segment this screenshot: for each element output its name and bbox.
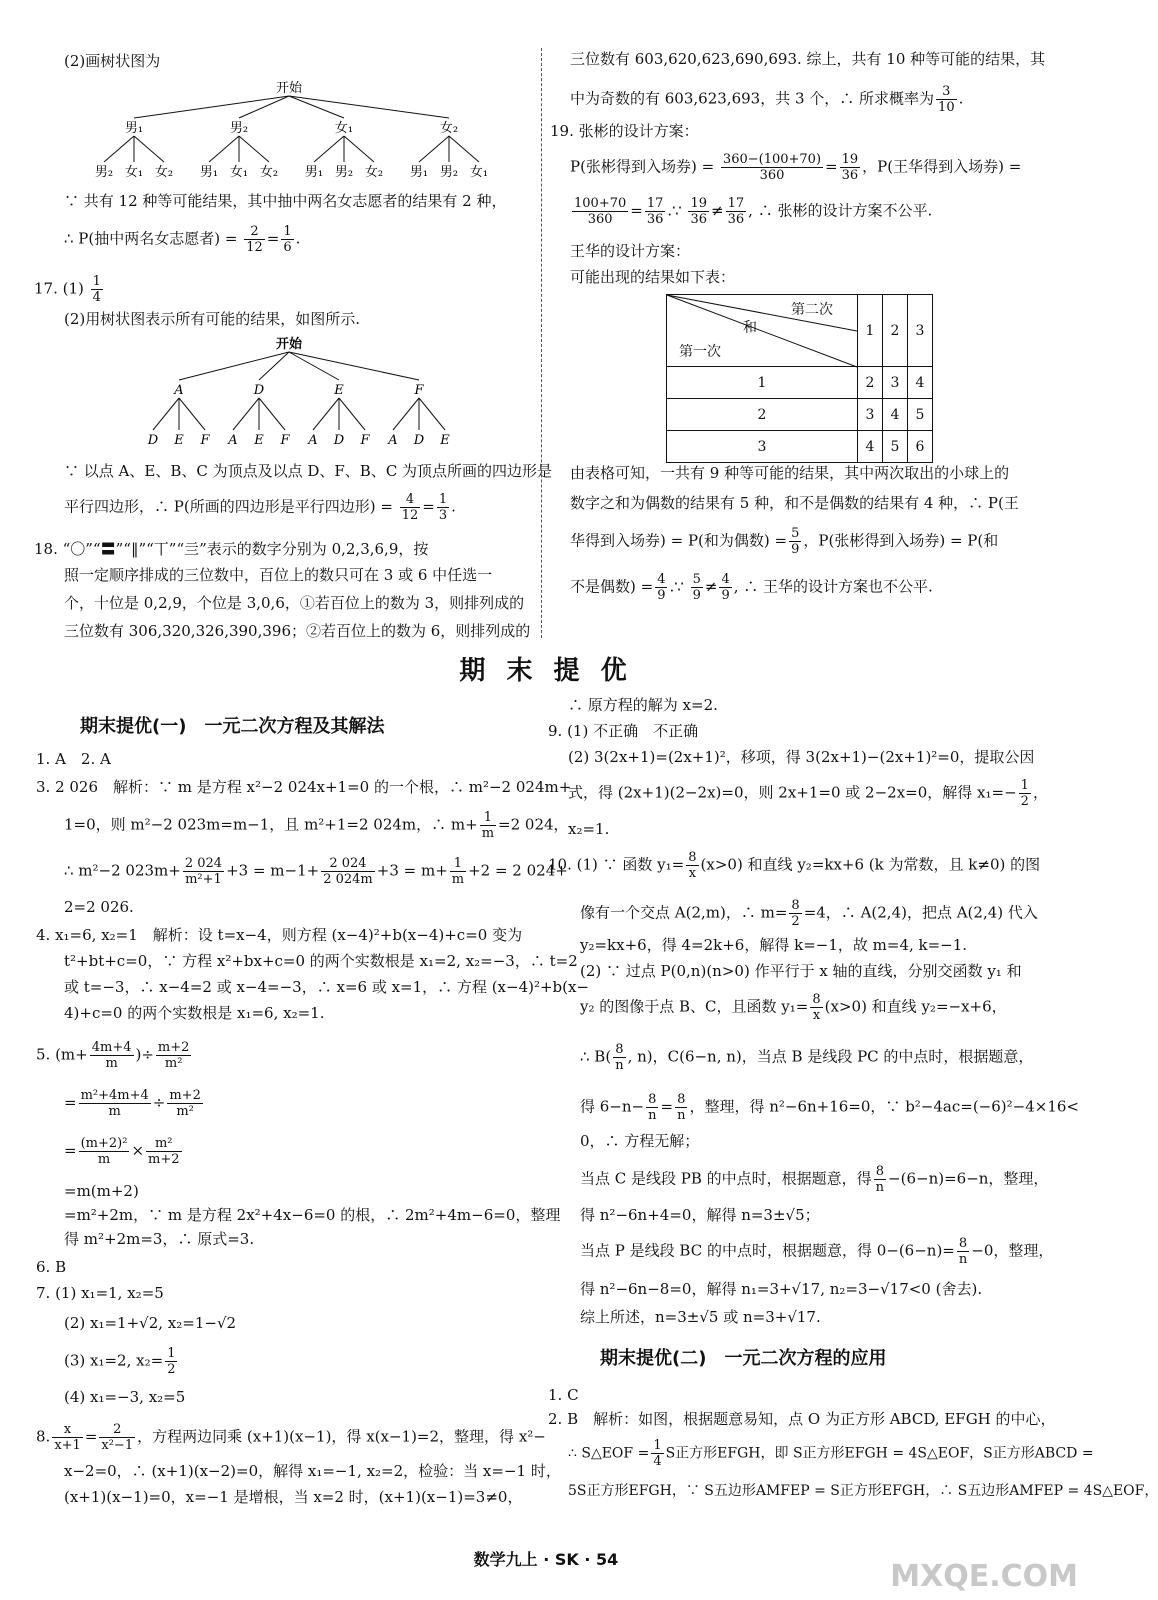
- p18-d: 三位数有 306,320,326,390,396；②若百位上的数为 6，则排列成的: [64, 622, 531, 640]
- p16-a: ∵ 共有 12 种等可能结果，其中抽中两名女志愿者的结果有 2 种，: [64, 192, 507, 210]
- tree1-branch: [449, 136, 479, 162]
- l6: 4. x₁=6, x₂=1 解析：设 t=x−4，则方程 (x−4)²+b(x−4)+c=0 变为: [36, 926, 523, 944]
- table-cell: 4: [858, 431, 883, 463]
- tree2-branch: [179, 398, 205, 430]
- table-cell: 3: [883, 367, 908, 399]
- tree2-node: E: [334, 383, 344, 398]
- tree1-branch: [419, 136, 449, 162]
- fraction: $\frac{1}{2}$: [167, 1346, 176, 1377]
- b4: 式，得 (2x+1)(2−2x)=0，则 2x+1=0 或 2−2x=0，解得 x₁=− $\frac{1}{2}$ ，: [568, 778, 1048, 809]
- tree1-leaf: 男₁: [409, 165, 429, 180]
- l20: (4) x₁=−3, x₂=5: [64, 1388, 186, 1406]
- fraction: $\frac{2 024}{\text{m²+1}}$: [184, 856, 223, 887]
- b19: 1. C: [548, 1386, 579, 1404]
- tree2-leaf: E: [440, 433, 450, 448]
- r10-text-b: ，P(张彬得到入场券) = P(和: [803, 531, 999, 550]
- l7: t²+bt+c=0，∵ 方程 x²+bx+c=0 的两个实数根是 x₁=2, x₂=−3，∴ t=2: [64, 952, 578, 970]
- tree2-leaf: A: [228, 433, 238, 448]
- tree1-node: 男₁: [124, 121, 144, 136]
- l18: (2) x₁=1+√2, x₂=1−√2: [64, 1314, 237, 1332]
- l4-text: ∴ m²−2 023m+: [64, 861, 181, 880]
- b10: y₂ 的图像于点 B、C，且函数 y₁= $\frac{8}{x}$ (x>0) 和直线 y₂=−x+6，: [580, 992, 1007, 1023]
- b13: 0，∴ 方程无解；: [580, 1132, 700, 1150]
- l23: (x+1)(x−1)=0，x=−1 是增根，当 x=2 时，(x+1)(x−1)=3≠0，: [64, 1488, 523, 1506]
- tree2-leaf: A: [308, 433, 318, 448]
- tree1-leaf: 男₁: [304, 165, 324, 180]
- b3: (2) 3(2x+1)=(2x+1)²，移项，得 3(2x+1)−(2x+1)²=0，提取公因: [568, 748, 1035, 766]
- tree2-branch: [179, 352, 289, 380]
- fraction: $\frac{1}{4}$: [653, 1438, 662, 1469]
- fraction: $\frac{3}{10}$: [938, 84, 955, 115]
- fraction: $\frac{\text{m²}}{m+2}$: [148, 1136, 180, 1167]
- b15: 得 n²−6n+4=0，解得 n=3±√5；: [580, 1206, 820, 1224]
- column-divider: [541, 48, 542, 638]
- tree2-node: D: [253, 383, 265, 398]
- l5: 2=2 026.: [64, 898, 134, 916]
- p18-c: 个，十位是 0,2,9，个位是 3,0,6，①若百位上的数为 3，则排列成的: [64, 594, 525, 612]
- tree2-leaf: F: [280, 433, 290, 448]
- l22: x−2=0，∴ (x+1)(x−2)=0，解得 x₁=−1, x₂=2，检验：当 x=−1 时，: [64, 1462, 561, 1480]
- fraction: $\frac{4}{9}$: [721, 572, 730, 603]
- r10-text: 华得到入场券) = P(和为偶数) =: [570, 531, 788, 550]
- fraction: $\frac{17}{36}$: [646, 196, 664, 227]
- p16-b: ∴ P(抽中两名女志愿者) = $\frac{2}{12}$ = $\frac{1}{6}$ .: [64, 224, 301, 255]
- table-cell: 2: [858, 367, 883, 399]
- b12: 得 6−n− $\frac{8}{n}$ = $\frac{8}{n}$ ，整理，得 n²−6n+16=0，∵ b²−4ac=(−6)²−4×16<: [580, 1092, 1079, 1123]
- table-header-diagonal: [667, 295, 858, 367]
- r10: [570, 526, 998, 557]
- table-col-2: 2: [883, 295, 908, 367]
- r2: 中为奇数的有 603,623,693，共 3 个，∴ 所求概率为 $\frac{3}{10}$ .: [570, 84, 964, 115]
- l16: 6. B: [36, 1258, 67, 1276]
- b9: (2) ∵ 过点 P(0,n)(n>0) 作平行于 x 轴的直线，分别交函数 y₁ 和: [580, 962, 1022, 980]
- tree2-branch: [339, 398, 365, 430]
- table-cell: 4: [908, 367, 933, 399]
- table-header-second: 第二次: [791, 302, 833, 318]
- tree1-branch: [344, 136, 374, 162]
- tree2-leaf: F: [200, 433, 210, 448]
- tree1-leaf: 女₂: [259, 165, 279, 180]
- fraction: $\frac{8}{n}$: [875, 1164, 885, 1195]
- tree2-leaf: A: [388, 433, 398, 448]
- tree2-leaf: F: [360, 433, 370, 448]
- fraction: $\frac{\text{(m+2)²}}{m}$: [80, 1136, 128, 1167]
- table-col-3: 3: [908, 295, 933, 367]
- p16-b-text: ∴ P(抽中两名女志愿者) =: [64, 229, 238, 248]
- p17-a: ∵ 以点 A、E、B、C 为顶点及以点 D、F、B、C 为顶点所画的四边形是: [64, 462, 553, 480]
- fraction: $\frac{1}{m}$: [451, 856, 465, 887]
- l19: (3) x₁=2, x₂= $\frac{1}{2}$: [64, 1346, 176, 1377]
- l12: = $\frac{\text{(m+2)²}}{m}$ × $\frac{\text{m²}}{m+2}$: [64, 1136, 180, 1167]
- fraction: $\frac{8}{n}$: [648, 1092, 657, 1123]
- table-row: [667, 367, 933, 399]
- tree1-node: 女₂: [439, 121, 459, 136]
- b11: ∴ B( $\frac{8}{n}$ , n)，C(6−n, n)，当点 B 是线段 PC 的中点时，根据题意，: [580, 1042, 1034, 1073]
- fraction: $\frac{8}{2}$: [791, 898, 800, 929]
- tree1-node: 男₂: [229, 121, 249, 136]
- r4-text-b: ，P(王华得到入场券) =: [862, 157, 1022, 176]
- b17: 得 n²−6n−8=0，解得 n₁=3+√17, n₂=3−√17<0 (舍去).: [580, 1280, 983, 1298]
- fraction: $\frac{1}{m}$: [481, 810, 495, 841]
- l21: 8. $\frac{x}{x+1}$ = $\frac{2}{\text{x²−1}}$ ，方程两边同乘 (x+1)(x−1)，得 x(x−1)=2，整理，得 x²−: [36, 1422, 546, 1453]
- tree2-branch: [393, 398, 419, 430]
- tree1-leaf: 男₁: [199, 165, 219, 180]
- p18-b: 照一定顺序排成的三位数中，百位上的数只可在 3 或 6 中任选一: [64, 566, 493, 584]
- table-cell: 5: [908, 399, 933, 431]
- fraction: $\frac{8}{n}$: [615, 1042, 624, 1073]
- table-header-sum: 和: [743, 320, 757, 336]
- fraction: $\frac{1}{4}$: [92, 274, 101, 305]
- fraction: $\frac{17}{36}$: [727, 196, 745, 227]
- tree-diagram-2: [124, 332, 484, 452]
- r7: 可能出现的结果如下表：: [570, 268, 736, 286]
- fraction: $\frac{2}{12}$: [246, 224, 263, 255]
- r5-text: ∴ 张彬的设计方案不公平.: [757, 201, 933, 220]
- fraction: $\frac{100+70}{360}$: [574, 196, 627, 227]
- fraction: $\frac{1}{3}$: [438, 492, 448, 523]
- b2: 9. (1) 不正确 不正确: [548, 722, 699, 740]
- fraction: $\frac{4}{9}$: [657, 572, 666, 603]
- l4: ∴ m²−2 023m+ $\frac{2 024}{\text{m²+1}}$ +3 = m−1+ $\frac{2 024}{2 024m}$ +3 = m+ $\frac{1}{m}$ +2 = 2 024+: [64, 856, 568, 887]
- result-table: [666, 294, 933, 463]
- r1: 三位数有 603,620,623,690,693. 综上，共有 10 种等可能的结果，其: [570, 50, 1046, 68]
- p16-2-head: (2)画树状图为: [64, 52, 161, 70]
- watermark: MXQE.COM: [890, 1559, 1078, 1594]
- b6: 10. (1) ∵ 函数 y₁= $\frac{8}{x}$ (x>0) 和直线 y₂=kx+6 (k 为常数，且 k≠0) 的图: [548, 850, 1041, 881]
- r2-text: 中为奇数的有 603,623,693，共 3 个，∴ 所求概率为: [570, 89, 935, 108]
- fraction: $\frac{19}{36}$: [841, 152, 859, 183]
- fraction: $\frac{4m+4}{m}$: [91, 1040, 132, 1071]
- b7: 像有一个交点 A(2,m)，∴ m= $\frac{8}{2}$ =4，∴ A(2,4)，把点 A(2,4) 代入: [580, 898, 1038, 929]
- fraction: $\frac{8}{x}$: [688, 850, 697, 881]
- p17-b-text: 平行四边形，∴ P(所画的四边形是平行四边形) =: [64, 497, 393, 516]
- tree1-leaf: 女₁: [229, 165, 249, 180]
- tree2-branch: [289, 352, 339, 380]
- table-row-label: 1: [667, 367, 858, 399]
- table-row: [667, 399, 933, 431]
- fraction: $\frac{5}{9}$: [692, 572, 701, 603]
- tree1-leaf: 男₂: [334, 165, 354, 180]
- tree1-leaf: 男₂: [439, 165, 459, 180]
- tree2-node: F: [414, 383, 424, 398]
- table-cell: 6: [908, 431, 933, 463]
- fraction: $\frac{4}{12}$: [401, 492, 419, 523]
- l9: 4)+c=0 的两个实数根是 x₁=6, x₂=1.: [64, 1004, 325, 1022]
- l13: =m(m+2): [64, 1182, 139, 1200]
- r5: $\frac{100+70}{360}$ = $\frac{17}{36}$ .∵ $\frac{19}{36}$ ≠ $\frac{17}{36}$ , ∴ 张彬的设计方案不公平.: [574, 196, 933, 227]
- p17-1: [34, 274, 105, 305]
- l15: 得 m²+2m=3，∴ 原式=3.: [64, 1230, 255, 1248]
- tree1-branch: [104, 136, 134, 162]
- b20: 2. B 解析：如图，根据题意易知，点 O 为正方形 ABCD, EFGH 的中心，: [548, 1410, 1056, 1428]
- b16: 当点 P 是线段 BC 的中点时，根据题意，得 0−(6−n)= $\frac{8}{n}$ −0，整理，: [580, 1236, 1054, 1267]
- p17-2: (2)用树状图表示所有可能的结果，如图所示.: [64, 310, 361, 328]
- tree1-root: 开始: [275, 81, 303, 96]
- tree2-branch: [419, 398, 445, 430]
- fraction: $\frac{2 024}{2 024m}$: [323, 856, 373, 887]
- tree2-node: A: [174, 383, 184, 398]
- fraction: $\frac{5}{9}$: [791, 526, 800, 557]
- l1: 1. A 2. A: [36, 750, 111, 768]
- fraction: $\frac{m+2}{\text{m²}}$: [169, 1088, 201, 1119]
- tree2-branch: [289, 352, 419, 380]
- r4: P(张彬得到入场券) = $\frac{360-(100+70)}{360}$ = $\frac{19}{36}$ ，P(王华得到入场券) =: [570, 152, 1022, 183]
- p17-b: 平行四边形，∴ P(所画的四边形是平行四边形) = $\frac{4}{12}$ = $\frac{1}{3}$ .: [64, 492, 456, 523]
- r11-text-b: ∴ 王华的设计方案也不公平.: [743, 577, 933, 596]
- tree1-leaf: 女₁: [124, 165, 144, 180]
- tree1-leaf: 女₂: [154, 165, 174, 180]
- fraction: $\frac{8}{x}$: [812, 992, 821, 1023]
- tree2-branches: [153, 352, 445, 430]
- tree1-labels: [95, 121, 488, 180]
- r11-text: 不是偶数) =: [570, 577, 654, 596]
- b1: ∴ 原方程的解为 x=2.: [568, 696, 718, 714]
- tree1-branch: [134, 136, 164, 162]
- l2: 3. 2 026 解析：∵ m 是方程 x²−2 024x+1=0 的一个根，∴ m²−2 024m+: [36, 778, 572, 796]
- fraction: $\frac{m+2}{\text{m²}}$: [157, 1040, 190, 1071]
- tree2-root: 开始: [275, 337, 303, 352]
- tree1-node: 女₁: [334, 121, 354, 136]
- tree2-leaf: D: [333, 433, 345, 448]
- fraction: $\frac{360-(100+70)}{360}$: [722, 152, 822, 183]
- p18-a: 18. “〇”“〓”“‖”“丅”“亖”表示的数字分别为 0,2,3,6,9，按: [34, 540, 429, 558]
- tree2-branch: [259, 398, 285, 430]
- l3: [64, 810, 569, 841]
- tree2-branch: [313, 398, 339, 430]
- tree1-branch: [209, 136, 239, 162]
- tree1-leaf: 女₁: [469, 165, 489, 180]
- p17-1-label: 17. (1): [34, 279, 84, 298]
- fraction: $\frac{8}{n}$: [677, 1092, 686, 1123]
- l14: =m²+2m，∵ m 是方程 2x²+4x−6=0 的根，∴ 2m²+4m−6=0，整理: [64, 1206, 561, 1224]
- b21: ∴ S△EOF = $\frac{1}{4}$ S正方形EFGH，即 S正方形EFGH = 4S△EOF，S正方形ABCD =: [568, 1438, 1094, 1469]
- table-cell: 3: [858, 399, 883, 431]
- main-title: 期 末 提 优: [459, 656, 633, 686]
- tree1-branch: [314, 136, 344, 162]
- tree1-leaf: 男₂: [94, 165, 114, 180]
- b8: y₂=kx+6，得 4=2k+6，解得 k=−1，故 m=4, k=−1.: [580, 936, 968, 954]
- table-row-label: 2: [667, 399, 858, 431]
- r8: 由表格可知，一共有 9 种等可能的结果，其中两次取出的小球上的: [570, 464, 1010, 482]
- b18: 综上所述，n=3±√5 或 n=3+√17.: [580, 1308, 821, 1326]
- fraction: $\frac{8}{n}$: [958, 1236, 968, 1267]
- r4-text: P(张彬得到入场券) =: [570, 157, 715, 176]
- tree2-leaf: E: [174, 433, 184, 448]
- b14: 当点 C 是线段 PB 的中点时，根据题意，得 $\frac{8}{n}$ −(6−n)=6−n，整理，: [580, 1164, 1049, 1195]
- l11: = $\frac{\text{m²+4m+4}}{m}$ ÷ $\frac{m+2}{\text{m²}}$: [64, 1088, 201, 1119]
- fraction: $\frac{\text{m²+4m+4}}{m}$: [80, 1088, 149, 1119]
- table-row: [667, 431, 933, 463]
- table-cell: 4: [883, 399, 908, 431]
- tree2-branch: [233, 398, 259, 430]
- tree1-branch: [289, 96, 449, 118]
- l3-text-b: =2 024，: [498, 815, 569, 834]
- fraction: $\frac{1}{6}$: [283, 224, 292, 255]
- l17: 7. (1) x₁=1, x₂=5: [36, 1284, 164, 1302]
- l8: 或 t=−3，∴ x−4=2 或 x−4=−3，∴ x=6 或 x=1，∴ 方程 (x−4)²+b(x−: [64, 978, 590, 996]
- tree2-branch: [153, 398, 179, 430]
- tree1-leaf: 女₂: [364, 165, 384, 180]
- tree2-leaf: D: [413, 433, 425, 448]
- page-footer: 数学九上 · SK · 54: [473, 1550, 619, 1569]
- fraction: $\frac{1}{2}$: [1020, 778, 1029, 809]
- table-row-label: 3: [667, 431, 858, 463]
- tree1-branch: [239, 136, 269, 162]
- tree1-branches: [104, 96, 479, 162]
- fraction: $\frac{19}{36}$: [690, 196, 708, 227]
- tree2-leaf: D: [147, 433, 159, 448]
- tree2-leaf: E: [254, 433, 264, 448]
- r9: 数字之和为偶数的结果有 5 种，和不是偶数的结果有 4 种，∴ P(王: [570, 494, 1019, 512]
- fraction: $\frac{2}{\text{x²−1}}$: [101, 1422, 134, 1453]
- fraction: $\frac{x}{x+1}$: [54, 1422, 81, 1453]
- section-1-title: 期末提优(一) 一元二次方程及其解法: [80, 716, 385, 737]
- tree1-branch: [134, 96, 289, 118]
- b22: 5S正方形EFGH，∵ S五边形AMFEP = S正方形EFGH，∴ S五边形AMFEP = 4S△EOF，: [568, 1483, 1158, 1499]
- b5: x₂=1.: [568, 820, 610, 838]
- l10: 5. (m+ $\frac{4m+4}{m}$ )÷ $\frac{m+2}{\text{m²}}$: [36, 1040, 190, 1071]
- table-col-1: 1: [858, 295, 883, 367]
- table-cell: 5: [883, 431, 908, 463]
- l3-text: 1=0，则 m²−2 023m=m−1，且 m²+1=2 024m，∴ m+: [64, 815, 478, 834]
- r6: 王华的设计方案：: [570, 242, 691, 260]
- table-header-first: 第一次: [679, 344, 721, 360]
- r3: 19. 张彬的设计方案：: [550, 122, 699, 140]
- section-2-title: 期末提优(二) 一元二次方程的应用: [600, 1348, 887, 1369]
- r11: 不是偶数) = $\frac{4}{9}$ .∵ $\frac{5}{9}$ ≠ $\frac{4}{9}$ , ∴ 王华的设计方案也不公平.: [570, 572, 933, 603]
- tree-diagram-1: [84, 76, 504, 184]
